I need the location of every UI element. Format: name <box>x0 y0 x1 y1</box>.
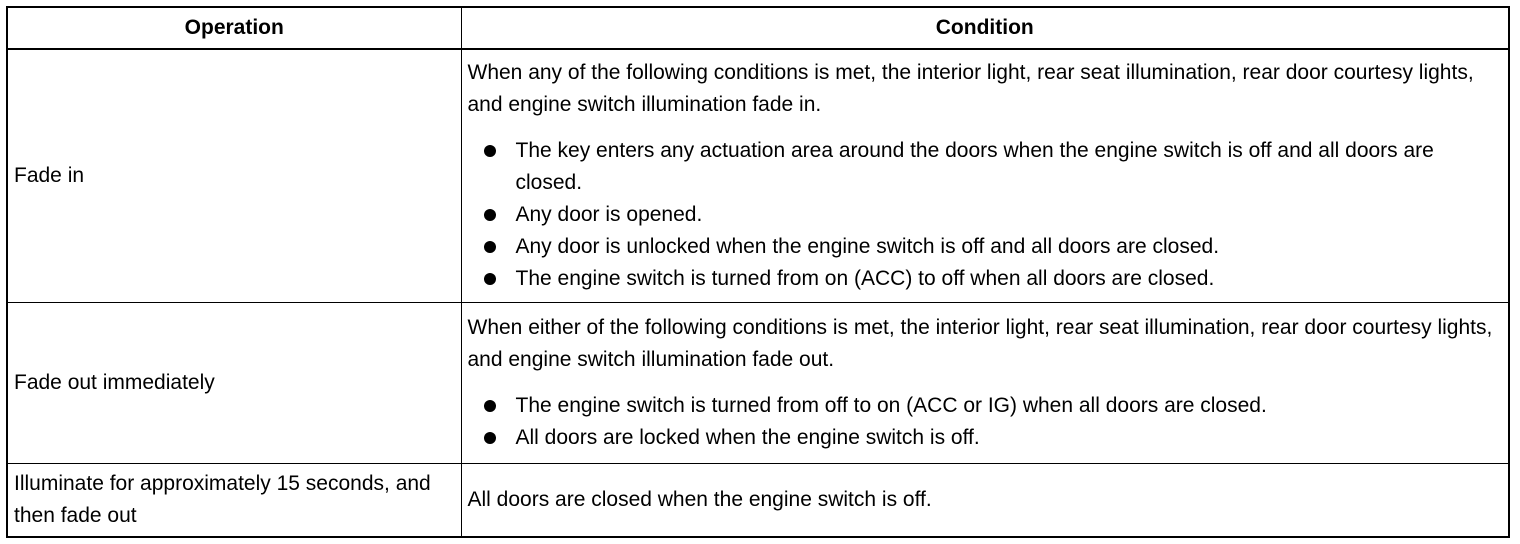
table-row <box>7 303 1509 464</box>
condition-list-item <box>468 422 1503 454</box>
condition-list-item <box>468 263 1503 295</box>
condition-list-item <box>468 135 1503 199</box>
condition-cell <box>461 464 1509 538</box>
condition-intro: When either of the following conditions is met, the interior light, rear seat illumination, rear door courtesy lights, and engine switch illumination fade out. <box>467 316 1493 371</box>
operation-cell: Fade in <box>7 49 461 303</box>
condition-intro: All doors are closed when the engine switch is off. <box>467 488 932 511</box>
table-row <box>7 49 1509 303</box>
table-header-row <box>7 7 1509 49</box>
bullet-icon <box>484 241 496 253</box>
condition-text: Any door is opened. <box>515 203 703 226</box>
condition-text: The key enters any actuation area around the doors when the engine switch is off and all doors are closed. <box>515 139 1434 194</box>
bullet-icon <box>484 400 496 412</box>
operation-cell: Fade out immediately <box>7 303 461 464</box>
condition-list-item <box>468 390 1503 422</box>
condition-text: All doors are locked when the engine switch is off. <box>515 426 980 449</box>
condition-text: Any door is unlocked when the engine switch is off and all doors are closed. <box>515 235 1220 258</box>
operation-column-header: Operation <box>7 7 461 49</box>
condition-text: The engine switch is turned from off to on (ACC or IG) when all doors are closed. <box>515 394 1267 417</box>
condition-cell <box>461 303 1509 464</box>
condition-column-header: Condition <box>461 7 1509 49</box>
operation-condition-table <box>6 6 1510 538</box>
condition-list-item <box>468 231 1503 263</box>
bullet-icon <box>484 209 496 221</box>
bullet-icon <box>484 273 496 285</box>
table-row <box>7 464 1509 538</box>
bullet-icon <box>484 145 496 157</box>
condition-cell <box>461 49 1509 303</box>
condition-intro: When any of the following conditions is met, the interior light, rear seat illumination, rear door courtesy lights, and engine switch illumination fade in. <box>467 61 1474 116</box>
condition-list-item <box>468 199 1503 231</box>
bullet-icon <box>484 432 496 444</box>
condition-list <box>468 135 1503 295</box>
operation-cell: Illuminate for approximately 15 seconds, and then fade out <box>7 464 461 538</box>
condition-list <box>468 390 1503 454</box>
condition-text: The engine switch is turned from on (ACC) to off when all doors are closed. <box>515 267 1215 290</box>
